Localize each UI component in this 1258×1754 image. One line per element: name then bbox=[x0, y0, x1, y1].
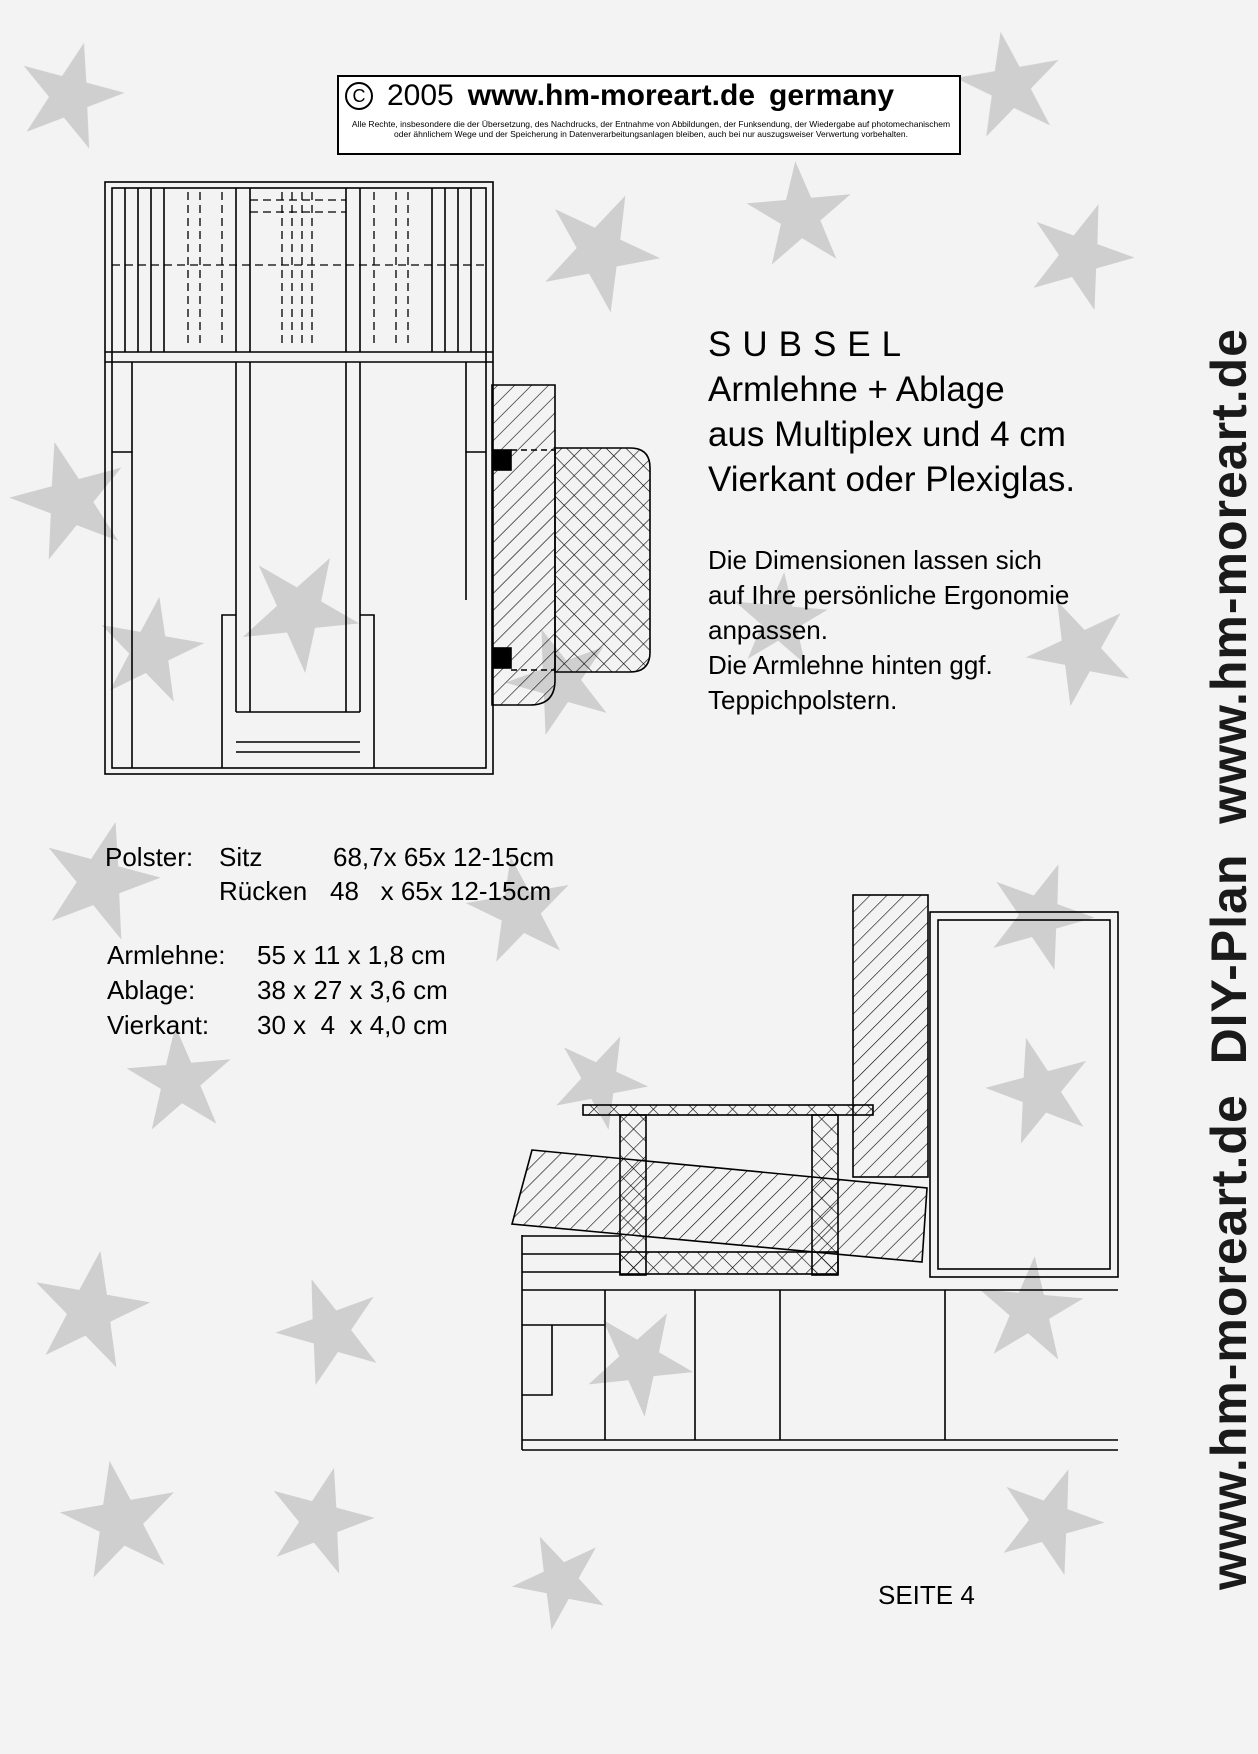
header-site: www.hm-moreart.de bbox=[467, 79, 756, 112]
title-line-2: Armlehne + Ablage bbox=[708, 370, 1005, 409]
ruecken-value: 48 x 65x 12-15cm bbox=[330, 876, 552, 906]
desc-line-5: Teppichpolstern. bbox=[708, 685, 898, 715]
part-label: Ablage: bbox=[107, 975, 196, 1005]
top-view-drawing bbox=[105, 182, 493, 774]
copyright-icon: C bbox=[345, 82, 373, 110]
desc-line-3: anpassen. bbox=[708, 615, 828, 645]
desc-line-4: Die Armlehne hinten ggf. bbox=[708, 650, 993, 680]
armrest-section bbox=[492, 385, 650, 705]
title-line-4: Vierkant oder Plexiglas. bbox=[708, 460, 1076, 499]
ruecken-label: Rücken bbox=[219, 876, 308, 906]
page-number: SEITE 4 bbox=[878, 1580, 975, 1610]
side-view-drawing bbox=[512, 895, 1118, 1450]
sitz-label: Sitz bbox=[219, 842, 263, 872]
part-value: 38 x 27 x 3,6 cm bbox=[257, 975, 448, 1005]
part-label: Armlehne: bbox=[107, 940, 226, 970]
sitz-value: 68,7x 65x 12-15cm bbox=[333, 842, 555, 872]
description-block bbox=[708, 543, 1069, 718]
part-value: 30 x 4 x 4,0 cm bbox=[257, 1010, 448, 1040]
desc-line-1: Die Dimensionen lassen sich bbox=[708, 545, 1042, 575]
side-watermark: www.hm-moreart.de DIY-Plan www.hm-moreart.de bbox=[1201, 328, 1257, 1590]
part-value: 55 x 11 x 1,8 cm bbox=[257, 940, 446, 970]
desc-line-2: auf Ihre persönliche Ergonomie bbox=[708, 580, 1070, 610]
rights-notice: Alle Rechte, insbesondere die der Übersetzung, des Nachdrucks, der Entnahme von Abbildungen, der Funksendung, der Wiedergabe auf photomechanischem oder ähnlichem Wege und der Speicherung in Datenverarbeitungsanlagen bleiben, auch bei nur auszugsweiser Verwertung vorbehalten. bbox=[351, 119, 951, 139]
polster-label: Polster: bbox=[105, 842, 194, 872]
page-title: SUBSEL bbox=[708, 325, 913, 364]
header-year: 2005 bbox=[387, 79, 454, 112]
part-label: Vierkant: bbox=[107, 1010, 210, 1040]
header-country: germany bbox=[769, 79, 895, 112]
title-line-3: aus Multiplex und 4 cm bbox=[708, 415, 1066, 454]
title-block bbox=[708, 322, 1075, 502]
